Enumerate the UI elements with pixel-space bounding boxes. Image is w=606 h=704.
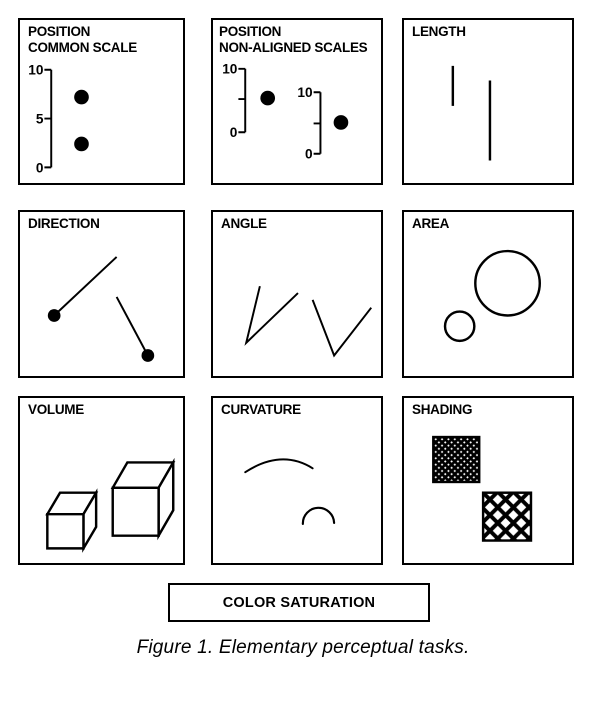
data-dot [334, 115, 349, 130]
panel-volume [18, 396, 185, 565]
data-dot [74, 90, 89, 105]
panel-title [221, 402, 301, 418]
shading-square-dense [433, 437, 479, 482]
angle-large [313, 300, 372, 356]
color-saturation-box [168, 583, 430, 622]
angle-small [246, 286, 298, 343]
axis-tick-label: 0 [229, 125, 238, 141]
axis-tick-label: 0 [35, 160, 44, 176]
cube-front-face [47, 514, 83, 548]
volume-plot [20, 398, 183, 563]
direction-line [117, 297, 148, 356]
data-dot [74, 137, 89, 152]
scale-1-axis [238, 69, 245, 132]
area-plot [404, 212, 572, 376]
area-circle-small [445, 312, 474, 341]
panel-title-line: ANGLE [221, 216, 267, 231]
figure-caption: Figure 1. Elementary perceptual tasks. [136, 637, 470, 658]
angle-plot [213, 212, 381, 376]
cube-large [113, 462, 174, 535]
direction-plot [20, 212, 183, 376]
axis-tick-label: 5 [35, 111, 44, 127]
panel-title [219, 24, 367, 56]
color-saturation-label: COLOR SATURATION [222, 594, 376, 611]
scale-2-axis [314, 92, 321, 153]
direction-origin-dot [48, 309, 61, 322]
shading-square-coarse [483, 493, 531, 541]
panel-title-line: POSITION [219, 24, 282, 39]
panel-area [402, 210, 574, 378]
axis-tick-label: 10 [28, 62, 44, 78]
panel-title-line: DIRECTION [28, 216, 100, 231]
length-plot [404, 20, 572, 183]
axis-tick-label: 10 [297, 85, 313, 101]
panel-title [28, 24, 137, 56]
y-axis [44, 70, 51, 168]
panel-title [28, 402, 84, 418]
panel-angle [211, 210, 383, 378]
direction-origin-dot [142, 349, 155, 362]
panel-direction [18, 210, 185, 378]
shading-plot [404, 398, 572, 563]
cube-small [47, 493, 96, 549]
panel-position-common-scale [18, 18, 185, 185]
direction-line [54, 257, 116, 316]
panel-title-line: NON-ALIGNED SCALES [219, 40, 368, 55]
panel-title-line: COMMON SCALE [28, 40, 137, 55]
panel-title-line: AREA [412, 216, 450, 231]
curvature-plot [213, 398, 381, 563]
data-dot [260, 91, 275, 106]
panel-title-line: LENGTH [412, 24, 466, 39]
panel-title-line: POSITION [28, 24, 91, 39]
panel-title [412, 216, 449, 232]
panel-shading [402, 396, 574, 565]
panel-title [28, 216, 100, 232]
panel-title [412, 402, 472, 418]
panel-length [402, 18, 574, 185]
panel-title [412, 24, 466, 40]
panel-title-line: SHADING [412, 402, 473, 417]
curve-deep [303, 508, 334, 524]
axis-tick-label: 10 [222, 61, 238, 77]
panel-title-line: VOLUME [28, 402, 84, 417]
area-circle-large [475, 251, 539, 315]
panel-curvature [211, 396, 383, 565]
panel-title [221, 216, 267, 232]
panel-position-non-aligned-scales [211, 18, 383, 185]
axis-tick-label: 0 [305, 146, 313, 162]
cube-front-face [113, 488, 159, 536]
panel-title-line: CURVATURE [221, 402, 301, 417]
curve-shallow [245, 459, 312, 472]
